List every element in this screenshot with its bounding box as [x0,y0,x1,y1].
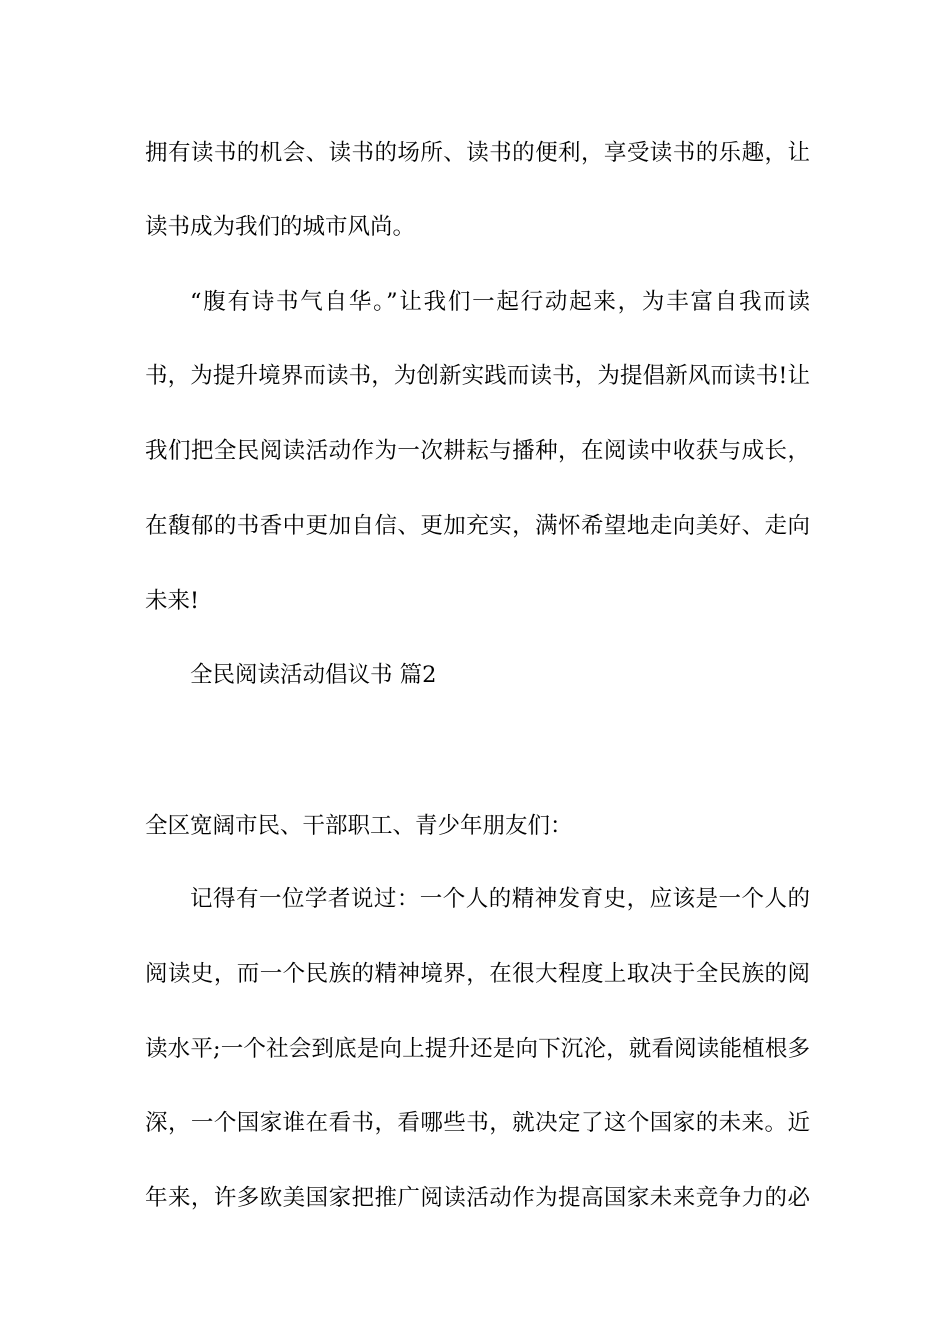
paragraph-line: 阅读史，而一个民族的精神境界，在很大程度上取决于全民族的阅 [145,961,810,987]
salutation-line: 全区宽阔市民、干部职工、青少年朋友们： [145,813,573,839]
paragraph-line: 书，为提升境界而读书，为创新实践而读书，为提倡新风而读书!让 [145,363,810,389]
paragraph-line: 年来，许多欧美国家把推广阅读活动作为提高国家未来竞争力的必 [145,1185,810,1211]
paragraph-line: 在馥郁的书香中更加自信、更加充实，满怀希望地走向美好、走向 [145,513,810,539]
paragraph-line: 读书成为我们的城市风尚。 [145,214,416,240]
section-heading: 全民阅读活动倡议书 篇2 [190,662,437,688]
paragraph-line: 拥有读书的机会、读书的场所、读书的便利，享受读书的乐趣，让 [145,140,810,166]
paragraph-line: 读水平;一个社会到底是向上提升还是向下沉沦，就看阅读能植根多 [145,1036,810,1062]
paragraph-line: “腹有诗书气自华。”让我们一起行动起来，为丰富自我而读 [190,289,810,315]
paragraph-line: 我们把全民阅读活动作为一次耕耘与播种，在阅读中收获与成长， [145,438,810,464]
paragraph-line: 未来! [145,588,200,614]
paragraph-line: 记得有一位学者说过：一个人的精神发育史，应该是一个人的 [190,886,810,912]
paragraph-line: 深，一个国家谁在看书，看哪些书，就决定了这个国家的未来。近 [145,1110,810,1136]
